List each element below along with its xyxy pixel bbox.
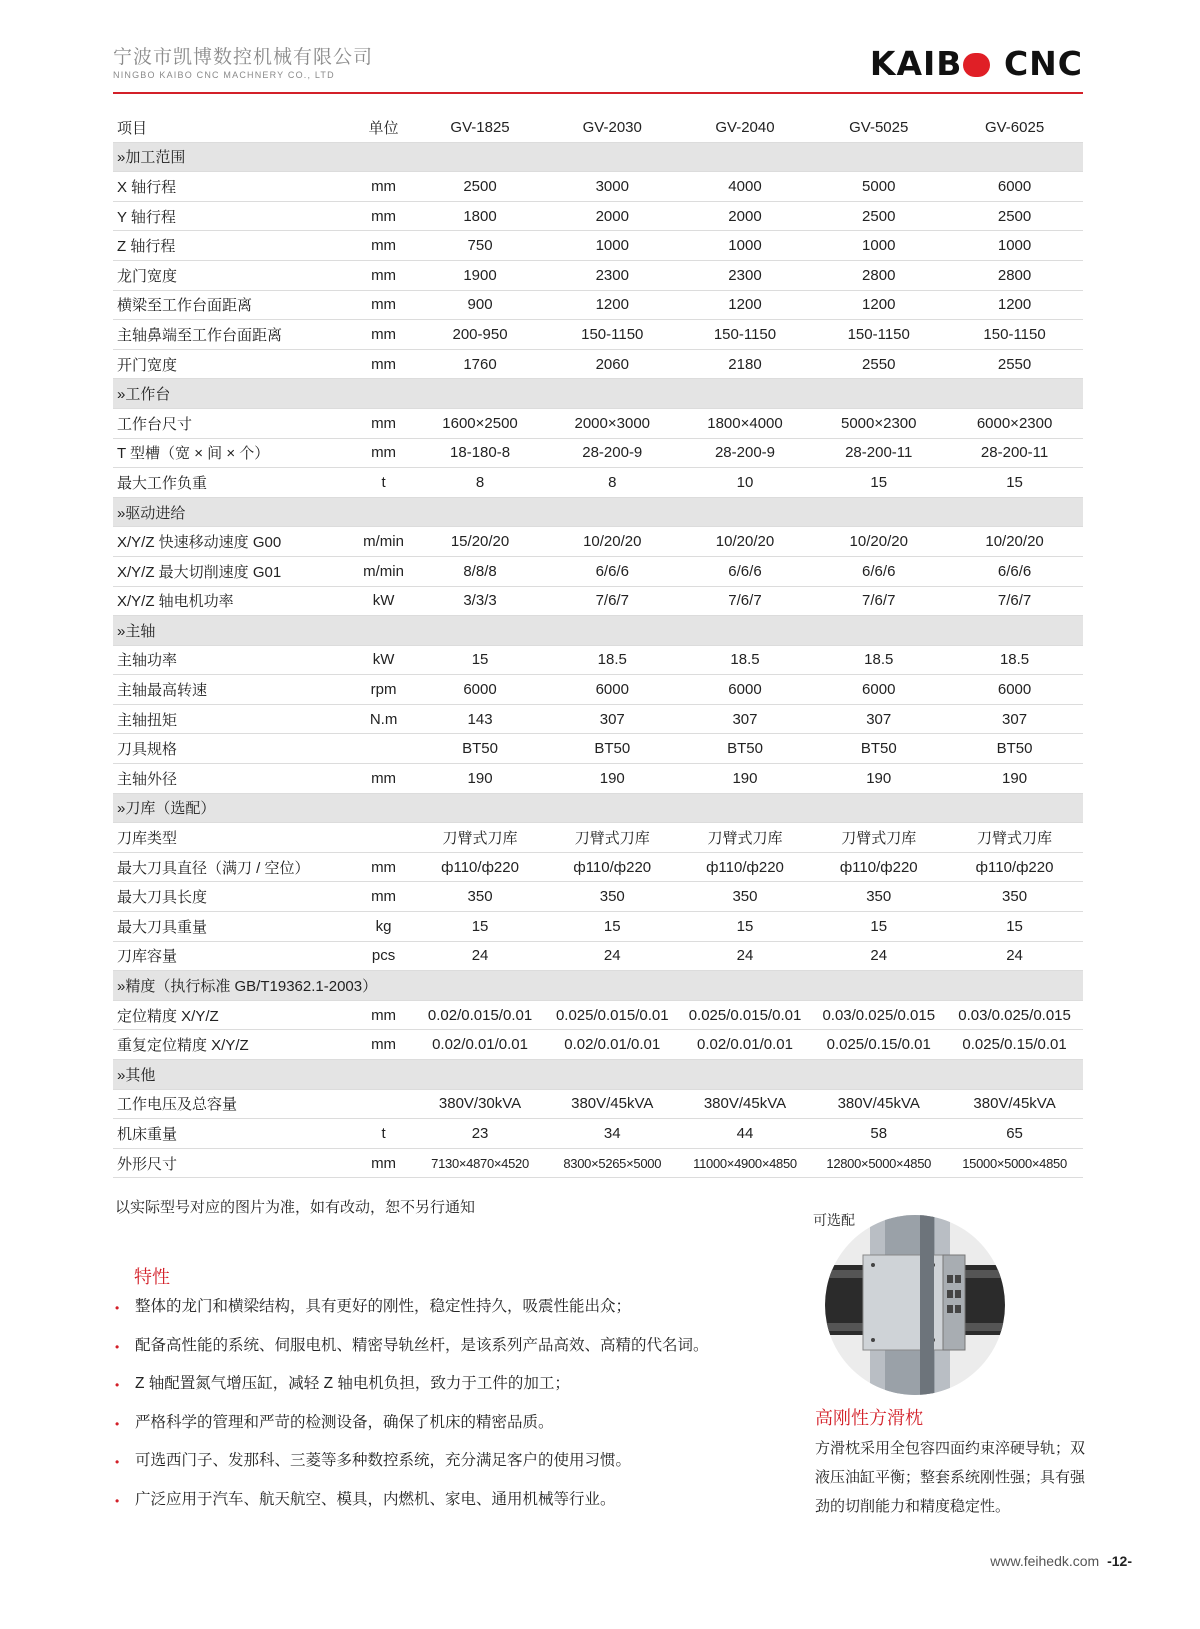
- spec-value: 350: [546, 882, 679, 912]
- spec-item-label: 工作台尺寸: [113, 408, 353, 438]
- spec-value: 58: [811, 1119, 946, 1149]
- spec-value: 15: [811, 912, 946, 942]
- spec-unit: mm: [353, 764, 414, 794]
- spec-row: [113, 1000, 1083, 1030]
- spec-value: 7/6/7: [946, 586, 1083, 616]
- spec-value: 3/3/3: [414, 586, 546, 616]
- spec-value: 11000×4900×4850: [679, 1148, 812, 1178]
- spec-unit: mm: [353, 231, 414, 261]
- section-label: »驱动进给: [113, 497, 1083, 527]
- spec-value: 10/20/20: [811, 527, 946, 557]
- spec-item-label: 最大工作负重: [113, 468, 353, 498]
- spec-value: 1000: [946, 231, 1083, 261]
- spec-row: [113, 675, 1083, 705]
- section-label: »主轴: [113, 616, 1083, 646]
- section-header-row: [113, 1060, 1083, 1090]
- spec-unit: [353, 1089, 414, 1119]
- spec-row: [113, 231, 1083, 261]
- spec-row: [113, 260, 1083, 290]
- spec-value: 150-1150: [679, 320, 812, 350]
- spec-value: 6000×2300: [946, 408, 1083, 438]
- spec-value: 28-200-11: [946, 438, 1083, 468]
- feature-item: [113, 1295, 753, 1334]
- spec-value: 200-950: [414, 320, 546, 350]
- spec-value: ф110/ф220: [546, 852, 679, 882]
- spec-value: 150-1150: [546, 320, 679, 350]
- spec-value: 350: [414, 882, 546, 912]
- spec-item-label: 机床重量: [113, 1119, 353, 1149]
- spec-value: 307: [946, 704, 1083, 734]
- website-url[interactable]: www.feihedk.com: [990, 1553, 1100, 1569]
- spec-value: 刀臂式刀库: [811, 823, 946, 853]
- spec-value: 1600×2500: [414, 408, 546, 438]
- feature-item: [113, 1411, 753, 1450]
- spec-value: 6000: [946, 675, 1083, 705]
- spec-value: 28-200-11: [811, 438, 946, 468]
- spec-value: ф110/ф220: [414, 852, 546, 882]
- spec-value: 190: [546, 764, 679, 794]
- spec-value: 0.03/0.025/0.015: [811, 1000, 946, 1030]
- spec-value: 143: [414, 704, 546, 734]
- spec-row: [113, 468, 1083, 498]
- spec-value: 2060: [546, 349, 679, 379]
- spec-item-label: 刀具规格: [113, 734, 353, 764]
- header-unit: 单位: [353, 113, 414, 142]
- spec-row: [113, 645, 1083, 675]
- spec-unit: mm: [353, 438, 414, 468]
- spec-unit: N.m: [353, 704, 414, 734]
- feature-text: 可选西门子、发那科、三菱等多种数控系统，充分满足客户的使用习惯。: [135, 1452, 632, 1469]
- spec-value: 1800: [414, 201, 546, 231]
- bullet-icon: •: [115, 1416, 120, 1431]
- spec-row: [113, 912, 1083, 942]
- spec-value: 1200: [546, 290, 679, 320]
- spec-value: 2180: [679, 349, 812, 379]
- feature-text: Z 轴配置氮气增压缸，减轻 Z 轴电机负担，致力于工件的加工；: [135, 1375, 570, 1392]
- spec-value: 4000: [679, 172, 812, 202]
- section-header-row: [113, 142, 1083, 172]
- bullet-icon: •: [115, 1455, 120, 1469]
- spec-item-label: Y 轴行程: [113, 201, 353, 231]
- spec-unit: mm: [353, 852, 414, 882]
- company-name-cn: 宁波市凯博数控机械有限公司: [113, 46, 374, 68]
- section-header-row: [113, 379, 1083, 409]
- spec-item-label: 主轴最高转速: [113, 675, 353, 705]
- spec-value: 15: [946, 468, 1083, 498]
- spec-value: 190: [811, 764, 946, 794]
- spec-row: [113, 823, 1083, 853]
- spec-value: 15: [946, 912, 1083, 942]
- spec-unit: mm: [353, 320, 414, 350]
- spec-value: BT50: [414, 734, 546, 764]
- page-footer: [990, 1553, 1132, 1569]
- feature-item: [113, 1372, 753, 1411]
- feature-item: [113, 1449, 753, 1488]
- ram-photo: [825, 1215, 1005, 1395]
- spec-unit: m/min: [353, 556, 414, 586]
- spec-value: 24: [546, 941, 679, 971]
- spec-value: 3000: [546, 172, 679, 202]
- spec-item-label: 刀库容量: [113, 941, 353, 971]
- spec-item-label: 龙门宽度: [113, 260, 353, 290]
- spec-value: 18.5: [946, 645, 1083, 675]
- spec-unit: t: [353, 468, 414, 498]
- spec-value: 2550: [946, 349, 1083, 379]
- spec-value: 190: [946, 764, 1083, 794]
- spec-item-label: 主轴外径: [113, 764, 353, 794]
- spec-value: 1200: [946, 290, 1083, 320]
- spec-value: 0.02/0.01/0.01: [679, 1030, 812, 1060]
- spec-value: 24: [811, 941, 946, 971]
- spec-item-label: X/Y/Z 最大切削速度 G01: [113, 556, 353, 586]
- spec-value: 15: [414, 912, 546, 942]
- spec-value: 0.025/0.15/0.01: [811, 1030, 946, 1060]
- spec-row: [113, 586, 1083, 616]
- spec-value: 0.025/0.15/0.01: [946, 1030, 1083, 1060]
- spec-unit: [353, 823, 414, 853]
- spec-value: 6/6/6: [946, 556, 1083, 586]
- spec-value: 6000: [946, 172, 1083, 202]
- spec-value: ф110/ф220: [946, 852, 1083, 882]
- spec-value: 12800×5000×4850: [811, 1148, 946, 1178]
- spec-row: [113, 172, 1083, 202]
- spec-item-label: 工作电压及总容量: [113, 1089, 353, 1119]
- spec-unit: mm: [353, 1030, 414, 1060]
- spec-table: [113, 113, 1083, 1178]
- spec-item-label: 开门宽度: [113, 349, 353, 379]
- spec-item-label: 定位精度 X/Y/Z: [113, 1000, 353, 1030]
- header-model: GV-1825: [414, 113, 546, 142]
- spec-item-label: X/Y/Z 轴电机功率: [113, 586, 353, 616]
- spec-item-label: 主轴鼻端至工作台面距离: [113, 320, 353, 350]
- page-header: [113, 40, 1083, 96]
- spec-value: 2500: [811, 201, 946, 231]
- spec-value: BT50: [811, 734, 946, 764]
- spec-value: 8300×5265×5000: [546, 1148, 679, 1178]
- spec-row: [113, 349, 1083, 379]
- section-header-row: [113, 616, 1083, 646]
- spec-value: 6000: [414, 675, 546, 705]
- spec-value: 1000: [811, 231, 946, 261]
- spec-value: 6000: [679, 675, 812, 705]
- disclaimer-note: 以实际型号对应的图片为准，如有改动，恕不另行通知: [115, 1199, 476, 1216]
- spec-value: 1900: [414, 260, 546, 290]
- spec-value: 380V/45kVA: [679, 1089, 812, 1119]
- header-model: GV-2030: [546, 113, 679, 142]
- spec-value: 7/6/7: [679, 586, 812, 616]
- spec-value: 190: [679, 764, 812, 794]
- section-header-row: [113, 971, 1083, 1001]
- spec-row: [113, 320, 1083, 350]
- spec-value: 0.025/0.015/0.01: [679, 1000, 812, 1030]
- spec-value: 307: [679, 704, 812, 734]
- spec-unit: mm: [353, 201, 414, 231]
- spec-value: 307: [546, 704, 679, 734]
- spec-value: 18.5: [546, 645, 679, 675]
- spec-value: 刀臂式刀库: [546, 823, 679, 853]
- ram-feature-text: 方滑枕采用全包容四面约束淬硬导轨；双液压油缸平衡；整套系统刚性强；具有强劲的切削能力和精度稳定性。: [815, 1440, 1086, 1515]
- spec-row: [113, 1030, 1083, 1060]
- kaibo-logo: [870, 44, 1083, 83]
- spec-value: 18.5: [811, 645, 946, 675]
- spec-value: 0.02/0.01/0.01: [414, 1030, 546, 1060]
- spec-value: 1800×4000: [679, 408, 812, 438]
- spec-value: 5000×2300: [811, 408, 946, 438]
- spec-unit: kW: [353, 586, 414, 616]
- spec-unit: t: [353, 1119, 414, 1149]
- spec-row: [113, 438, 1083, 468]
- spec-value: 8: [546, 468, 679, 498]
- spec-value: 150-1150: [946, 320, 1083, 350]
- spec-value: 2800: [946, 260, 1083, 290]
- spec-item-label: X/Y/Z 快速移动速度 G00: [113, 527, 353, 557]
- spec-row: [113, 290, 1083, 320]
- spec-value: 15: [679, 912, 812, 942]
- features-title: 特性: [134, 1267, 170, 1287]
- spec-value: 350: [679, 882, 812, 912]
- spec-row: [113, 852, 1083, 882]
- spec-item-label: Z 轴行程: [113, 231, 353, 261]
- section-label: »刀库（选配）: [113, 793, 1083, 823]
- spec-value: 6/6/6: [811, 556, 946, 586]
- spec-value: 0.02/0.015/0.01: [414, 1000, 546, 1030]
- spec-value: 750: [414, 231, 546, 261]
- spec-value: 1000: [546, 231, 679, 261]
- header-model: GV-5025: [811, 113, 946, 142]
- spec-value: 18.5: [679, 645, 812, 675]
- spec-item-label: 最大刀具重量: [113, 912, 353, 942]
- spec-unit: rpm: [353, 675, 414, 705]
- spec-item-label: 最大刀具长度: [113, 882, 353, 912]
- spec-value: BT50: [946, 734, 1083, 764]
- spec-value: 2300: [679, 260, 812, 290]
- spec-value: 7130×4870×4520: [414, 1148, 546, 1178]
- spec-value: 6000: [811, 675, 946, 705]
- spec-unit: m/min: [353, 527, 414, 557]
- spec-value: BT50: [679, 734, 812, 764]
- spec-value: 1200: [811, 290, 946, 320]
- spec-value: 2000: [546, 201, 679, 231]
- spec-table-body: [113, 142, 1083, 1178]
- spec-row: [113, 408, 1083, 438]
- section-label: »工作台: [113, 379, 1083, 409]
- spec-unit: mm: [353, 260, 414, 290]
- spec-value: 28-200-9: [679, 438, 812, 468]
- feature-text: 整体的龙门和横梁结构，具有更好的刚性，稳定性持久，吸震性能出众；: [135, 1298, 632, 1315]
- spec-unit: mm: [353, 172, 414, 202]
- spec-item-label: X 轴行程: [113, 172, 353, 202]
- spec-unit: kW: [353, 645, 414, 675]
- ram-feature-title: 高刚性方滑枕: [815, 1408, 923, 1428]
- spec-value: 10/20/20: [946, 527, 1083, 557]
- spec-value: 150-1150: [811, 320, 946, 350]
- spec-item-label: 外形尺寸: [113, 1148, 353, 1178]
- spec-row: [113, 734, 1083, 764]
- spec-value: 6/6/6: [546, 556, 679, 586]
- feature-text: 严格科学的管理和严苛的检测设备，确保了机床的精密品质。: [135, 1413, 554, 1431]
- spec-value: 24: [679, 941, 812, 971]
- spec-item-label: 横梁至工作台面距离: [113, 290, 353, 320]
- spec-row: [113, 1089, 1083, 1119]
- spec-value: 15000×5000×4850: [946, 1148, 1083, 1178]
- feature-item: [113, 1488, 753, 1527]
- spec-value: 10/20/20: [679, 527, 812, 557]
- spec-value: 350: [811, 882, 946, 912]
- spec-value: 15: [546, 912, 679, 942]
- spec-value: 900: [414, 290, 546, 320]
- header-item: 项目: [113, 113, 353, 142]
- spec-value: ф110/ф220: [811, 852, 946, 882]
- spec-value: 7/6/7: [811, 586, 946, 616]
- spec-unit: kg: [353, 912, 414, 942]
- bullet-icon: •: [115, 1301, 120, 1315]
- spec-row: [113, 882, 1083, 912]
- spec-unit: mm: [353, 408, 414, 438]
- spec-value: 5000: [811, 172, 946, 202]
- spec-value: 8/8/8: [414, 556, 546, 586]
- spec-value: 65: [946, 1119, 1083, 1149]
- header-model: GV-2040: [679, 113, 812, 142]
- spec-value: 380V/45kVA: [546, 1089, 679, 1119]
- spec-value: 刀臂式刀库: [946, 823, 1083, 853]
- spec-value: 2300: [546, 260, 679, 290]
- section-label: »精度（执行标准 GB/T19362.1-2003）: [113, 971, 1083, 1001]
- spec-value: 10/20/20: [546, 527, 679, 557]
- spec-value: 34: [546, 1119, 679, 1149]
- header-divider: [113, 92, 1083, 94]
- spec-value: 2550: [811, 349, 946, 379]
- spec-value: 15: [811, 468, 946, 498]
- spec-value: 23: [414, 1119, 546, 1149]
- spec-table-header-row: [113, 113, 1083, 142]
- spec-value: 380V/45kVA: [946, 1089, 1083, 1119]
- spec-value: 2000×3000: [546, 408, 679, 438]
- spec-row: [113, 704, 1083, 734]
- spec-value: 0.03/0.025/0.015: [946, 1000, 1083, 1030]
- logo-text-cnc: CNC: [1003, 44, 1083, 83]
- section-header-row: [113, 793, 1083, 823]
- section-header-row: [113, 497, 1083, 527]
- spec-value: 1000: [679, 231, 812, 261]
- spec-value: 8: [414, 468, 546, 498]
- bullet-icon: •: [115, 1339, 120, 1354]
- feature-text: 配备高性能的系统、伺服电机、精密导轨丝杆，是该系列产品高效、高精的代名词。: [135, 1336, 709, 1354]
- spec-value: 刀臂式刀库: [679, 823, 812, 853]
- spec-value: 350: [946, 882, 1083, 912]
- spec-value: 1200: [679, 290, 812, 320]
- spec-value: 380V/45kVA: [811, 1089, 946, 1119]
- spec-value: 15: [414, 645, 546, 675]
- spec-value: 2800: [811, 260, 946, 290]
- spec-unit: mm: [353, 1148, 414, 1178]
- spec-value: 7/6/7: [546, 586, 679, 616]
- spec-value: BT50: [546, 734, 679, 764]
- spec-unit: mm: [353, 290, 414, 320]
- header-model: GV-6025: [946, 113, 1083, 142]
- square-ram-illustration-icon: [825, 1215, 1005, 1395]
- spec-value: 15/20/20: [414, 527, 546, 557]
- spec-item-label: 主轴扭矩: [113, 704, 353, 734]
- spec-value: 307: [811, 704, 946, 734]
- spec-value: 6000: [546, 675, 679, 705]
- spec-value: 2000: [679, 201, 812, 231]
- spec-row: [113, 1148, 1083, 1178]
- spec-unit: mm: [353, 1000, 414, 1030]
- feature-item: [113, 1334, 753, 1373]
- spec-value: 18-180-8: [414, 438, 546, 468]
- spec-unit: [353, 734, 414, 764]
- spec-value: 0.02/0.01/0.01: [546, 1030, 679, 1060]
- bullet-icon: •: [115, 1378, 120, 1392]
- spec-value: 6/6/6: [679, 556, 812, 586]
- spec-item-label: 重复定位精度 X/Y/Z: [113, 1030, 353, 1060]
- spec-item-label: 主轴功率: [113, 645, 353, 675]
- spec-value: 190: [414, 764, 546, 794]
- section-label: »其他: [113, 1060, 1083, 1090]
- spec-value: 380V/30kVA: [414, 1089, 546, 1119]
- spec-row: [113, 1119, 1083, 1149]
- spec-unit: mm: [353, 349, 414, 379]
- features-list: [113, 1295, 753, 1526]
- logo-text-kaib: KAIB: [869, 44, 963, 83]
- spec-item-label: 刀库类型: [113, 823, 353, 853]
- spec-item-label: T 型槽（宽 × 间 × 个）: [113, 438, 353, 468]
- spec-row: [113, 764, 1083, 794]
- spec-row: [113, 201, 1083, 231]
- spec-value: 0.025/0.015/0.01: [546, 1000, 679, 1030]
- spec-value: 1760: [414, 349, 546, 379]
- logo-red-o-icon: [963, 53, 990, 77]
- company-name-en: NINGBO KAIBO CNC MACHNERY CO., LTD: [113, 70, 335, 80]
- spec-row: [113, 941, 1083, 971]
- spec-value: 2500: [946, 201, 1083, 231]
- feature-text: 广泛应用于汽车、航天航空、模具，内燃机、家电、通用机械等行业。: [135, 1490, 616, 1508]
- spec-value: 10: [679, 468, 812, 498]
- spec-value: ф110/ф220: [679, 852, 812, 882]
- spec-value: 44: [679, 1119, 812, 1149]
- spec-unit: mm: [353, 882, 414, 912]
- section-label: »加工范围: [113, 142, 1083, 172]
- spec-row: [113, 527, 1083, 557]
- bullet-icon: •: [115, 1493, 120, 1508]
- spec-value: 24: [414, 941, 546, 971]
- optional-label: 可选配: [813, 1212, 855, 1228]
- spec-unit: pcs: [353, 941, 414, 971]
- spec-value: 2500: [414, 172, 546, 202]
- spec-value: 刀臂式刀库: [414, 823, 546, 853]
- page-number: -12-: [1107, 1553, 1132, 1569]
- spec-value: 28-200-9: [546, 438, 679, 468]
- spec-value: 24: [946, 941, 1083, 971]
- spec-row: [113, 556, 1083, 586]
- spec-item-label: 最大刀具直径（满刀 / 空位）: [113, 852, 353, 882]
